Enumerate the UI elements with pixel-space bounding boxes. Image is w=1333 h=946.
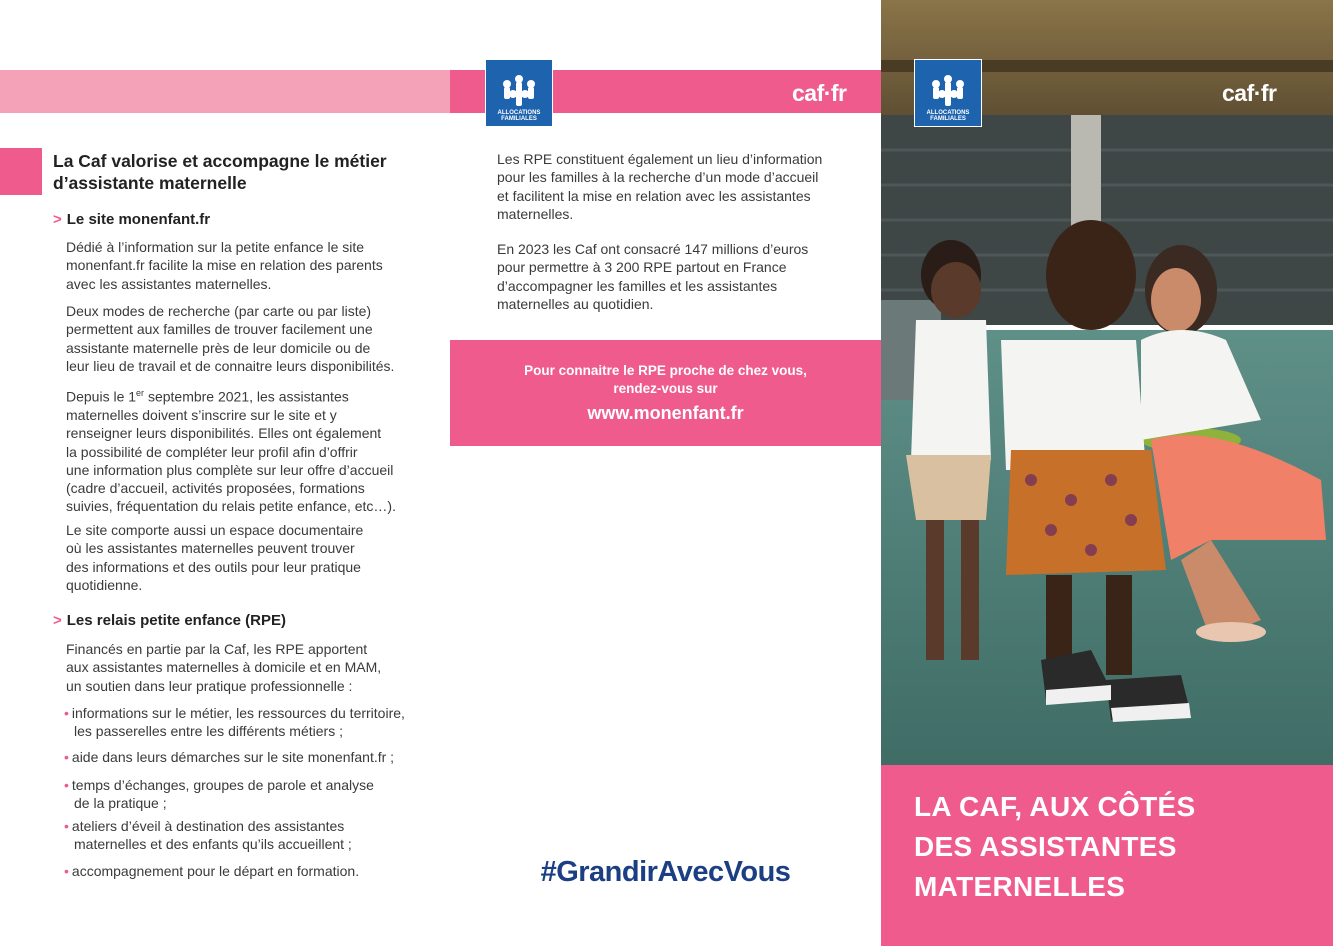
- list-item: • ateliers d’éveil à destination des assistantes maternelles et des enfants qu’ils accueillent ;: [64, 818, 352, 853]
- hashtag: #GrandirAvecVous: [540, 856, 791, 888]
- callout-text: Pour connaitre le RPE proche de chez vous, rendez-vous sur: [524, 363, 807, 396]
- list-item: • accompagnement pour le départ en formation.: [64, 863, 360, 879]
- title-accent-bar: [0, 148, 42, 195]
- section-title: La Caf valorise et accompagne le métier d’assistante maternelle: [53, 151, 387, 193]
- list-item: • aide dans leurs démarches sur le site monenfant.fr ;: [64, 749, 395, 765]
- paragraph-rpe-intro: Financés en partie par la Caf, les RPE apportent aux assistantes maternelles à domicile et en MAM, un soutien dans leur pratique professionnelle :: [66, 641, 382, 694]
- list-item: • informations sur le métier, les ressources du territoire, les passerelles entre les différents métiers ;: [64, 705, 405, 740]
- cafr-mark-cover: caf·fr: [1222, 80, 1277, 106]
- logo-text-line2: FAMILIALES: [501, 116, 537, 122]
- paragraph-rpe-info: Les RPE constituent également un lieu d’information pour les familles à la recherche d’un mode d’accueil et facilitent la mise en relation avec les assistantes maternelles.: [497, 151, 823, 222]
- top-band-left: [0, 70, 450, 113]
- heading-rpe: > Les relais petite enfance (RPE): [53, 612, 287, 629]
- paragraph-search-modes: Deux modes de recherche (par carte ou par liste) permettent aux familles de trouver facilement une assistante maternelle près de leur domicile ou de leur lieu de travail et de connaitre leurs disponibilités.: [66, 303, 395, 374]
- rpe-callout-box: [450, 340, 881, 446]
- logo-text-line2: FAMILIALES: [930, 116, 966, 122]
- caf-logo-middle: [485, 59, 553, 127]
- family-icon: [497, 74, 541, 108]
- caf-logo-cover: [914, 59, 982, 127]
- monenfant-link[interactable]: www.monenfant.fr: [587, 403, 744, 423]
- cafr-mark-middle: caf·fr: [792, 80, 847, 106]
- paragraph-rpe-funding: En 2023 les Caf ont consacré 147 millions d’euros pour permettre à 3 200 RPE partout en France d’accompagner les familles et les assistantes maternelles au quotidien.: [497, 241, 809, 312]
- logo-text-line1: ALLOCATIONS: [497, 110, 541, 116]
- family-icon: [926, 74, 970, 108]
- cover-title: LA CAF, AUX CÔTÉS DES ASSISTANTES MATERNELLES: [914, 791, 1196, 902]
- paragraph-documentation: Le site comporte aussi un espace documentaire où les assistantes maternelles peuvent trouver des informations et des outils pour leur pratique quotidienne.: [66, 522, 364, 593]
- paragraph-registration: Depuis le 1er septembre 2021, les assistantes maternelles doivent s’inscrire sur le site et y renseigner leurs disponibilités. Elles ont également la possibilité de compléter leur profil afin d’offrir une information plus complète sur leur offre d’accueil (cadre d’accueil, activités proposées, formations suivies, fréquentation du relais petite enfance, etc…).: [66, 388, 396, 515]
- logo-text-line1: ALLOCATIONS: [926, 110, 970, 116]
- paragraph-intro: Dédié à l’information sur la petite enfance le site monenfant.fr facilite la mise en relation des parents avec les assistantes maternelles.: [66, 239, 383, 292]
- list-item: • temps d’échanges, groupes de parole et analyse de la pratique ;: [64, 777, 374, 812]
- cover-title-block: [881, 765, 1333, 946]
- heading-monenfant: > Le site monenfant.fr: [53, 211, 211, 228]
